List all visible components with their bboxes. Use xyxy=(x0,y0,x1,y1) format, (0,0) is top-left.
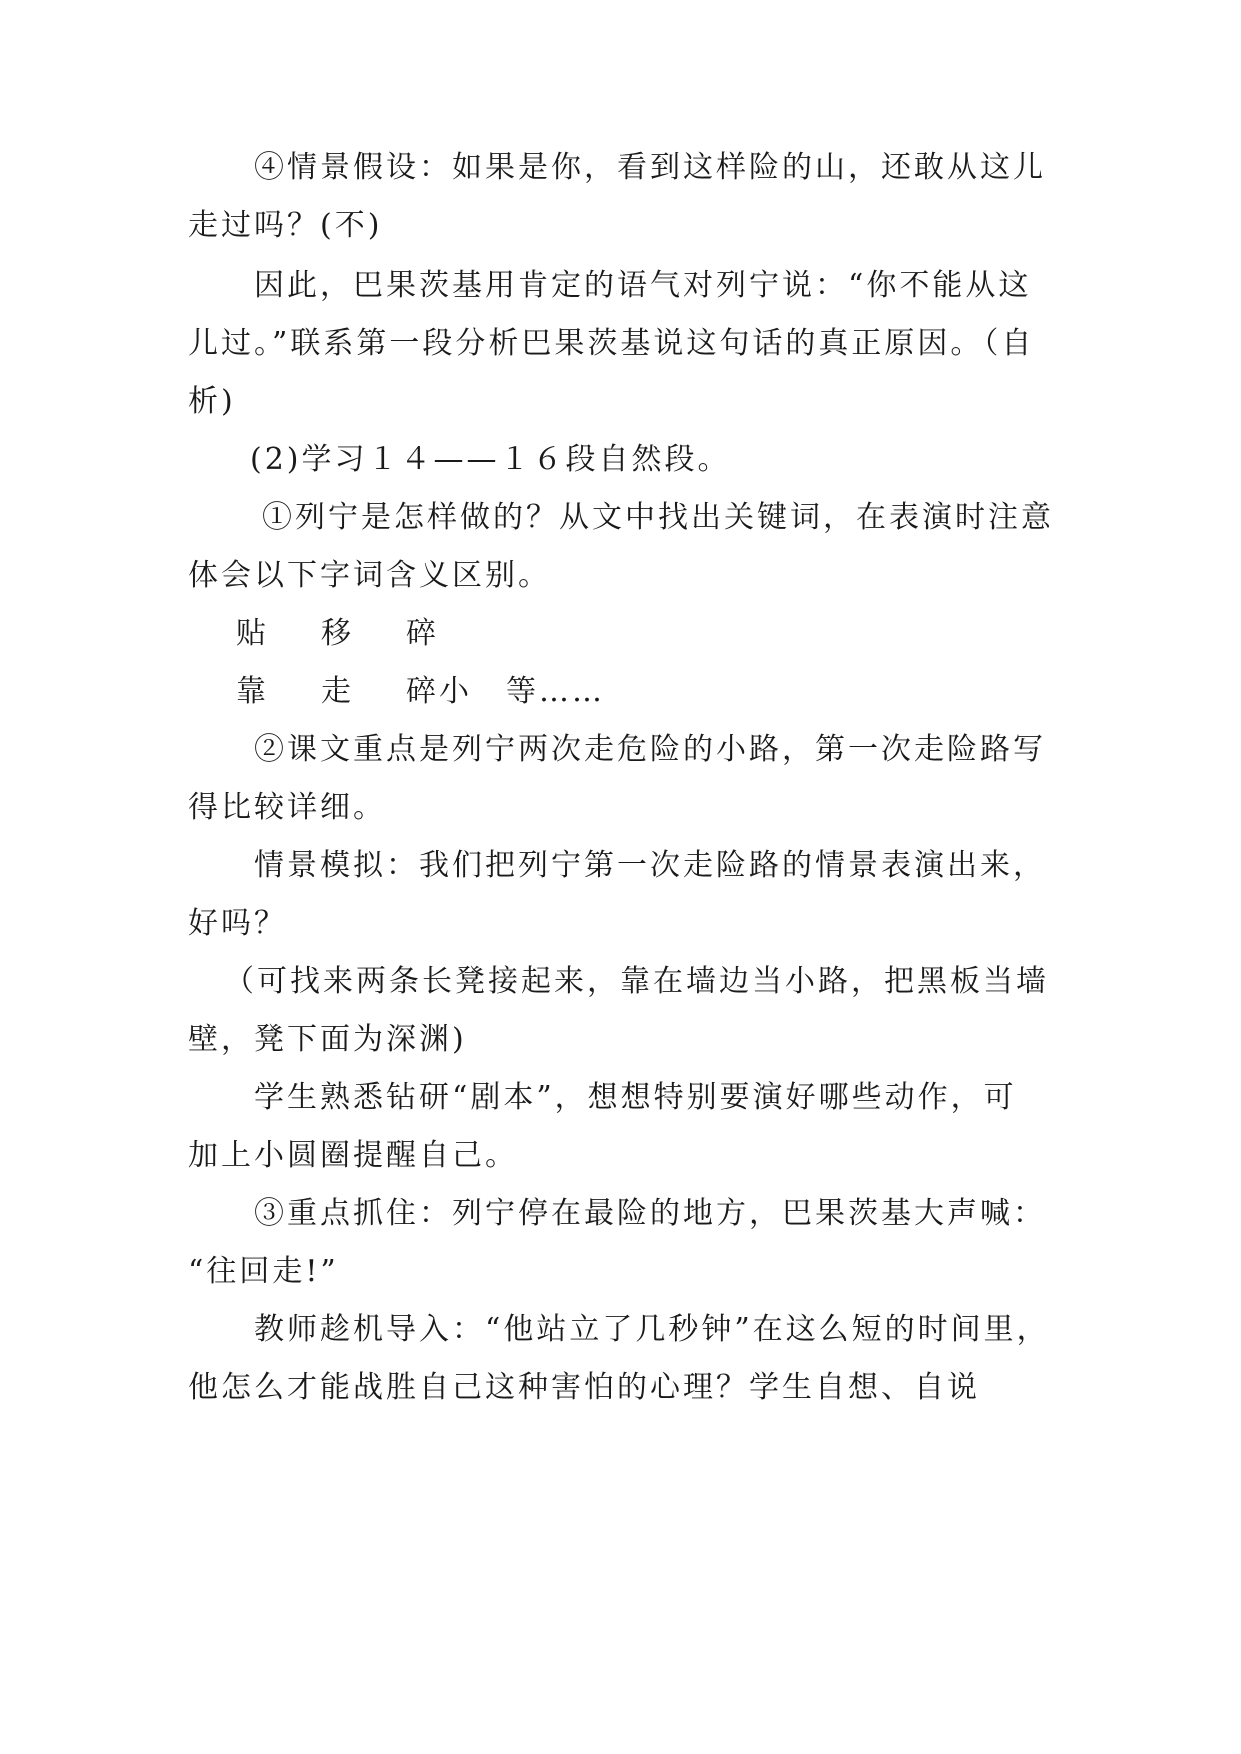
paragraph-line: 情景模拟：我们把列宁第一次走险路的情景表演出来， xyxy=(254,848,1046,883)
paragraph-line: 体会以下字词含义区别。 xyxy=(188,558,551,593)
paragraph-line: 得比较详细。 xyxy=(188,790,386,825)
paragraph-line: 因此，巴果茨基用肯定的语气对列宁说：“你不能从这 xyxy=(254,268,1032,303)
paragraph-line: 走过吗？(不) xyxy=(188,208,383,243)
paragraph-line: （可找来两条长凳接起来，靠在墙边当小路，把黑板当墙 xyxy=(224,964,1049,999)
paragraph-line: ②课文重点是列宁两次走危险的小路，第一次走险路写 xyxy=(254,732,1046,767)
word-cell: 碎 xyxy=(406,616,439,651)
paragraph-line: “往回走!” xyxy=(188,1254,339,1289)
word-cell: 等…… xyxy=(506,674,605,709)
word-cell: 移 xyxy=(321,616,354,651)
word-cell: 碎小 xyxy=(406,674,472,709)
paragraph-line: 析) xyxy=(188,384,236,419)
paragraph-line: 好吗？ xyxy=(188,906,287,941)
paragraph-line: ③重点抓住：列宁停在最险的地方，巴果茨基大声喊： xyxy=(254,1196,1046,1231)
paragraph-line: 他怎么才能战胜自己这种害怕的心理？学生自想、自说 xyxy=(188,1370,980,1405)
word-row xyxy=(236,672,605,712)
paragraph-line: 壁，凳下面为深渊) xyxy=(188,1022,467,1057)
paragraph-line: 教师趁机导入：“他站立了几秒钟”在这么短的时间里， xyxy=(254,1312,1050,1347)
word-row xyxy=(236,614,506,654)
paragraph-line: ④情景假设：如果是你，看到这样险的山，还敢从这儿 xyxy=(254,150,1046,185)
word-cell: 靠 xyxy=(236,674,269,709)
word-cell: 贴 xyxy=(236,616,269,651)
paragraph-line: 加上小圆圈提醒自己。 xyxy=(188,1138,518,1173)
paragraph-line: 学生熟悉钻研“剧本”，想想特别要演好哪些动作，可 xyxy=(254,1080,1017,1115)
paragraph-line: 儿过。”联系第一段分析巴果茨基说这句话的真正原因。（自 xyxy=(188,326,1035,361)
paragraph-line: ①列宁是怎样做的？从文中找出关键词，在表演时注意 xyxy=(262,500,1054,535)
word-cell: 走 xyxy=(321,674,354,709)
paragraph-line: (2)学习１４——１６段自然段。 xyxy=(250,442,731,477)
